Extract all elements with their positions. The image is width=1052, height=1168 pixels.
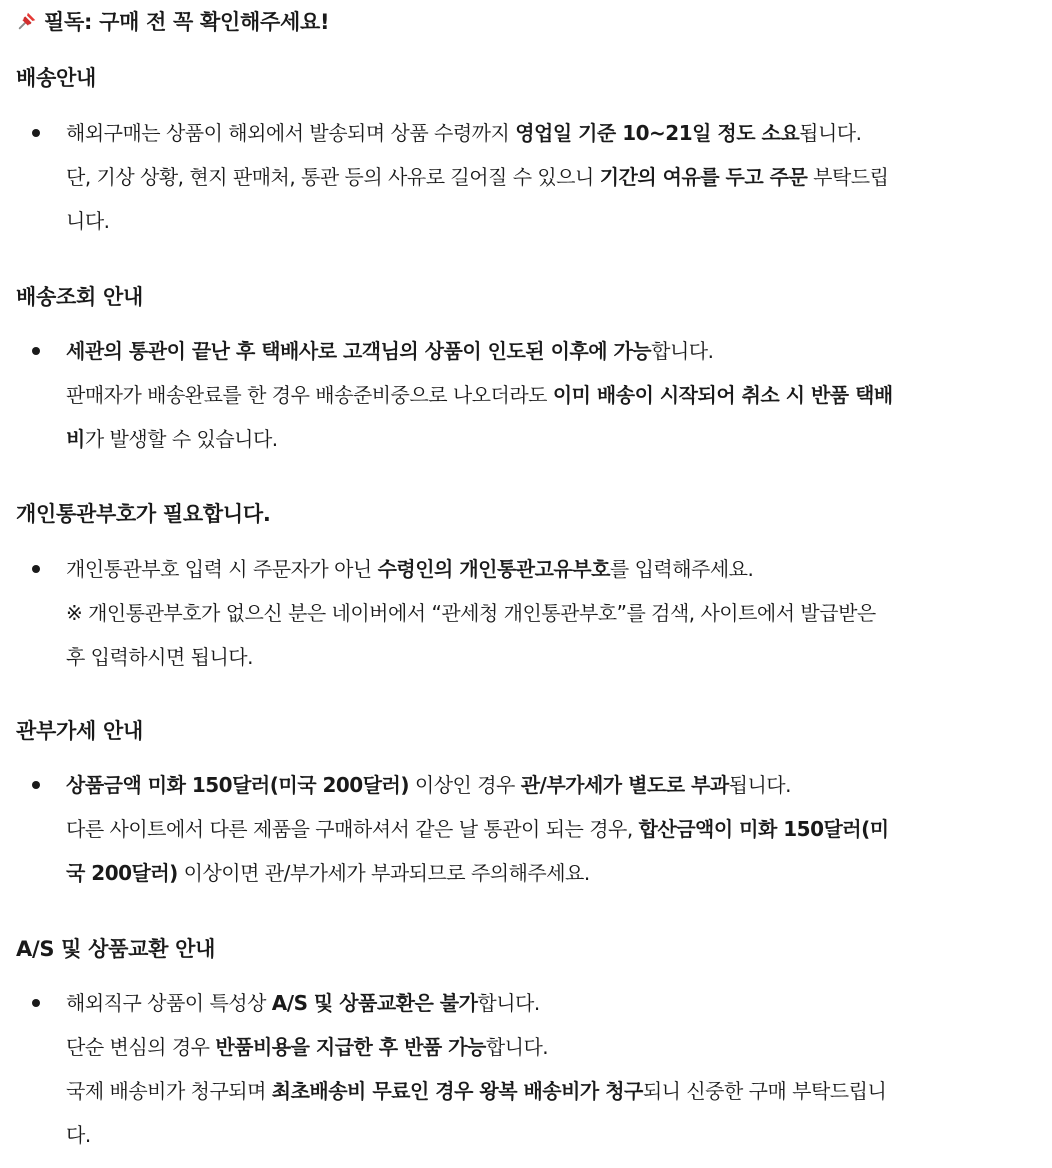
text-line: 개인통관부호 입력 시 주문자가 아닌 수령인의 개인통관고유부호를 입력해주세요. [66, 557, 754, 581]
tracking-paragraph [66, 329, 1036, 461]
text-line: 세관의 통관이 끝난 후 택배사로 고객님의 상품이 인도된 이후에 가능합니다. [66, 339, 714, 363]
text-line: 단순 변심의 경우 반품비용을 지급한 후 반품 가능합니다. [66, 1035, 549, 1059]
text-line: 다른 사이트에서 다른 제품을 구매하셔서 같은 날 통관이 되는 경우, 합산금액이 미화 150달러(미 [66, 817, 889, 841]
text-line: 국제 배송비가 청구되며 최초배송비 무료인 경우 왕복 배송비가 청구되니 신중한 구매 부탁드립니 [66, 1079, 887, 1103]
bullet [32, 347, 40, 355]
notice-title [16, 6, 329, 36]
section-heading-as-exchange: A/S 및 상품교환 안내 [16, 937, 216, 961]
text-line: 다. [66, 1123, 91, 1147]
customs-code-paragraph [66, 547, 1036, 679]
bullet [32, 781, 40, 789]
text-line: 해외구매는 상품이 해외에서 발송되며 상품 수령까지 영업일 기준 10~21일 정도 소요됩니다. [66, 121, 862, 145]
text-line: 국 200달러) 이상이면 관/부가세가 부과되므로 주의해주세요. [66, 861, 590, 885]
duty-paragraph [66, 763, 1036, 895]
bullet [32, 565, 40, 573]
bullet [32, 999, 40, 1007]
pushpin-icon [16, 10, 38, 32]
text-line: 단, 기상 상황, 현지 판매처, 통관 등의 사유로 길어질 수 있으니 기간의 여유를 두고 주문 부탁드립 [66, 165, 889, 189]
section-heading-duty: 관부가세 안내 [16, 719, 143, 743]
as-exchange-paragraph [66, 981, 1036, 1157]
section-heading-tracking: 배송조회 안내 [16, 285, 143, 309]
bullet [32, 129, 40, 137]
section-heading-customs-code: 개인통관부호가 필요합니다. [16, 502, 271, 526]
notice-title-text: 필독: 구매 전 꼭 확인해주세요! [44, 10, 330, 34]
text-line: 상품금액 미화 150달러(미국 200달러) 이상인 경우 관/부가세가 별도로 부과됩니다. [66, 773, 791, 797]
text-line: ※ 개인통관부호가 없으신 분은 네이버에서 “관세청 개인통관부호”를 검색, 사이트에서 발급받은 [66, 601, 876, 625]
text-line: 후 입력하시면 됩니다. [66, 645, 253, 669]
section-heading-shipping: 배송안내 [16, 66, 96, 90]
text-line: 해외직구 상품이 특성상 A/S 및 상품교환은 불가합니다. [66, 991, 540, 1015]
text-line: 비가 발생할 수 있습니다. [66, 427, 278, 451]
text-line: 니다. [66, 209, 110, 233]
shipping-paragraph [66, 111, 1036, 243]
text-line: 판매자가 배송완료를 한 경우 배송준비중으로 나오더라도 이미 배송이 시작되어 취소 시 반품 택배 [66, 383, 893, 407]
